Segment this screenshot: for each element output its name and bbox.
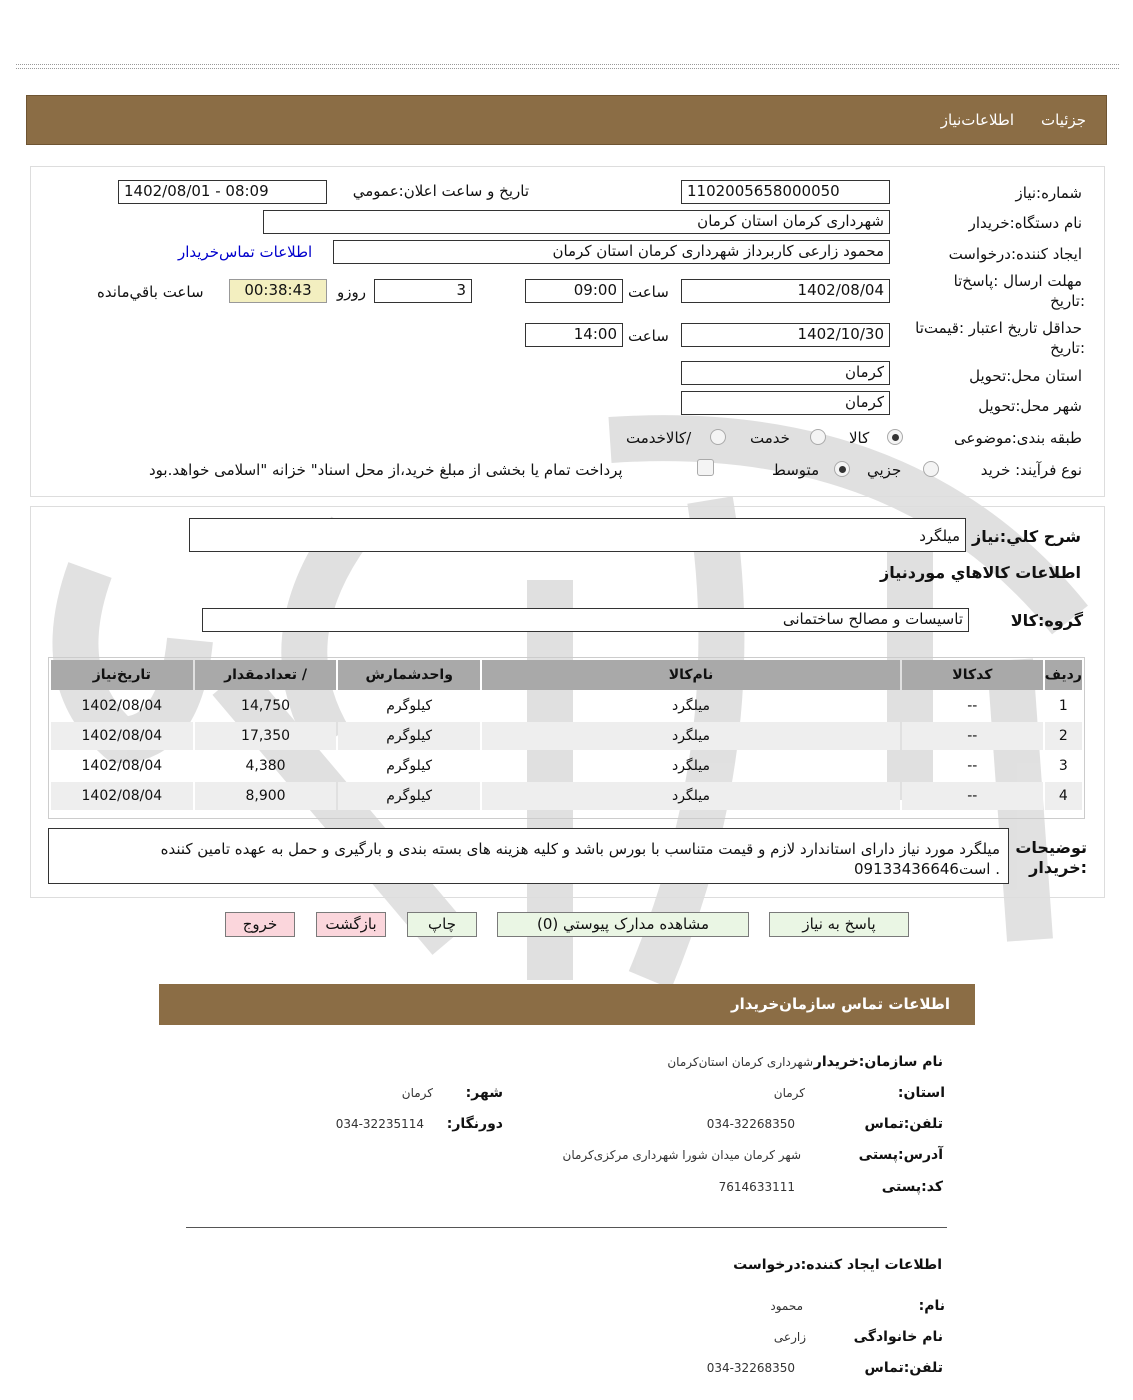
contact-divider (186, 1227, 947, 1228)
creator-family-value: زارعی (773, 1330, 806, 1344)
cell-code: -- (902, 722, 1043, 750)
phone-label: تلفن:تماس (864, 1116, 943, 1132)
cell-row: 2 (1045, 722, 1082, 750)
buyer-notes-line-2: . است09133436646 (854, 860, 1000, 878)
category-service-label: خدمت (750, 429, 790, 447)
deadline-time-label: ساعت (628, 283, 669, 301)
exit-button[interactable]: خروج (225, 912, 295, 937)
col-row: ردیف (1045, 660, 1082, 690)
province-label: استان محل:تحویل (969, 367, 1082, 385)
cell-date: 1402/08/04 (51, 722, 193, 750)
process-medium-radio[interactable] (834, 461, 850, 477)
col-unit: واحدشمارش (338, 660, 480, 690)
province-contact-label: استان: (897, 1085, 945, 1101)
cell-unit: کیلوگرم (338, 722, 480, 750)
cell-quantity: 17,350 (195, 722, 337, 750)
cell-quantity: 14,750 (241, 698, 291, 714)
cell-name: میلگرد (671, 698, 711, 714)
city-label: شهر محل:تحویل (978, 397, 1082, 415)
buyer-notes-line-1: میلگرد مورد نیاز دارای استاندارد لازم و قیمت متناسب با بورس باشد و کلیه هزینه های بسته بندی و بارگیری و حمل به عهده تامین کننده (160, 840, 1000, 858)
buyer-field: شهرداری کرمان استان کرمان (263, 210, 890, 234)
cell-unit: کیلوگرم (386, 758, 433, 774)
cell-row: 3 (1058, 758, 1068, 774)
city-contact-label: شهر: (465, 1085, 503, 1101)
buyer-contact-link[interactable]: اطلاعات تماس‌خریدار (178, 243, 313, 261)
creator-label: ایجاد کننده:درخواست (948, 245, 1082, 263)
category-service-radio[interactable] (810, 429, 826, 445)
cell-row: 4 (1045, 782, 1082, 810)
category-goods-radio[interactable] (887, 429, 903, 445)
creator-name-label: نام: (918, 1298, 945, 1314)
category-label: طبقه بندی:موضوعی (954, 429, 1082, 447)
cell-row: 1 (1058, 698, 1068, 714)
address-label: آدرس:پستی (858, 1147, 943, 1163)
buyer-notes-field (48, 828, 1009, 884)
goods-group-label: گروه:کالا (1010, 611, 1083, 630)
remaining-label: ساعت باقي‌مانده (97, 283, 204, 301)
deadline-time-field: 09:00 (525, 279, 623, 303)
phone-value: 034-32268350 (706, 1117, 795, 1131)
table-row (51, 782, 1082, 810)
col-code: کدکالا (902, 660, 1043, 690)
announce-label: تاریخ و ساعت اعلان:عمومي (352, 182, 529, 200)
creator-name-value: محمود (770, 1299, 803, 1313)
cell-date: 1402/08/04 (81, 698, 163, 714)
process-medium-label: متوسط (772, 461, 820, 479)
province-field: کرمان (681, 361, 890, 385)
contact-section-header (159, 984, 975, 1025)
description-field: میلگرد (189, 518, 966, 552)
buyer-notes-label-2: :خریدار (1029, 858, 1087, 877)
col-date: تاریخ‌نیاز (51, 660, 193, 690)
cell-unit: کیلوگرم (338, 782, 480, 810)
description-label: شرح کلي:نیاز (972, 527, 1081, 546)
cell-date: 1402/08/04 (81, 758, 163, 774)
process-partial-radio[interactable] (923, 461, 939, 477)
table-row (51, 692, 1082, 720)
process-label: نوع فرآیند: خرید (980, 461, 1082, 479)
process-partial-label: جزیي (867, 461, 902, 479)
cell-code: -- (967, 758, 978, 774)
cell-quantity: 4,380 (245, 758, 286, 774)
back-button[interactable]: بازگشت (316, 912, 386, 937)
creator-info-title: اطلاعات ایجاد کننده:درخواست (733, 1257, 942, 1273)
respond-button[interactable]: پاسخ به نیاز (769, 912, 909, 937)
validity-label-date: :تاریخ (1050, 339, 1085, 357)
province-contact-value: کرمان (773, 1086, 805, 1100)
goods-info-title: اطلاعات کالاهاي موردنیاز (880, 563, 1081, 582)
goods-group-field: تاسیسات و مصالح ساختمانی (202, 608, 969, 632)
cell-code: -- (967, 698, 978, 714)
goods-table (49, 658, 1084, 812)
days-field: 3 (374, 279, 472, 303)
fax-label: دورنگار: (446, 1116, 503, 1132)
deadline-date-field: 1402/08/04 (681, 279, 890, 303)
days-label: روزو (337, 283, 366, 301)
category-goods-label: کالا (849, 429, 870, 447)
print-button[interactable]: چاپ (407, 912, 477, 937)
org-name-label: نام سازمان:خریدار (813, 1054, 943, 1070)
city-contact-value: کرمان (401, 1086, 433, 1100)
tab-details[interactable]: جزئیات (1041, 111, 1086, 129)
need-number-field: 1102005658000050 (681, 180, 890, 204)
cell-date: 1402/08/04 (51, 782, 193, 810)
cell-code: -- (902, 782, 1043, 810)
city-field: کرمان (681, 391, 890, 415)
treasury-payment-checkbox[interactable] (697, 459, 714, 476)
creator-field: محمود زارعی کاربرداز شهرداری کرمان استان کرمان (333, 240, 890, 264)
validity-time-field: 14:00 (525, 323, 623, 347)
creator-phone-label: تلفن:تماس (864, 1360, 943, 1376)
category-goods-service-radio[interactable] (710, 429, 726, 445)
col-name: نام‌کالا (482, 660, 900, 690)
contact-section-title: اطلاعات تماس سازمان‌خریدار (730, 995, 950, 1013)
cell-quantity: 8,900 (195, 782, 337, 810)
page-header (26, 95, 1107, 145)
org-name-value: شهرداری کرمان استان‌کرمان (667, 1055, 813, 1069)
goods-table-frame (48, 657, 1085, 819)
treasury-payment-note: پرداخت تمام یا بخشی از مبلغ خرید،از محل اسناد" خزانه "اسلامی خواهد.بود (149, 461, 623, 479)
need-number-label: شماره:نیاز (1015, 184, 1082, 202)
validity-label: حداقل تاریخ اعتبار :قیمت‌تا (915, 319, 1082, 337)
cell-unit: کیلوگرم (386, 698, 433, 714)
fax-value: 034-32235114 (335, 1117, 424, 1131)
validity-date-field: 1402/10/30 (681, 323, 890, 347)
deadline-label: مهلت ارسال :پاسخ‌تا (953, 272, 1082, 290)
top-divider (16, 64, 1119, 69)
validity-time-label: ساعت (628, 327, 669, 345)
buyer-notes-label: توضیحات (1015, 838, 1087, 857)
table-row (51, 752, 1082, 780)
table-row (51, 722, 1082, 750)
creator-family-label: نام خانوادگی (853, 1329, 943, 1345)
creator-phone-value: 034-32268350 (706, 1361, 795, 1375)
announce-field: 1402/08/01 - 08:09 (118, 180, 327, 204)
col-quantity: / تعدادمقدار (195, 660, 337, 690)
cell-name: میلگرد (482, 722, 900, 750)
remaining-timer: 00:38:43 (229, 279, 327, 303)
postal-code-value: 7614633111 (718, 1180, 795, 1194)
category-goods-service-label: /کالاخدمت (626, 429, 692, 447)
deadline-label-date: :تاریخ (1050, 292, 1085, 310)
cell-name: میلگرد (482, 782, 900, 810)
address-value: شهر کرمان میدان شورا شهرداری مرکزی‌کرمان (562, 1148, 801, 1162)
cell-name: میلگرد (671, 758, 711, 774)
tab-need-info[interactable]: اطلاعات‌نیاز (940, 111, 1014, 129)
postal-code-label: کد:پستی (881, 1179, 943, 1195)
attachments-button[interactable]: مشاهده مدارک پیوستي (0) (497, 912, 749, 937)
buyer-label: نام دستگاه:خریدار (968, 214, 1082, 232)
